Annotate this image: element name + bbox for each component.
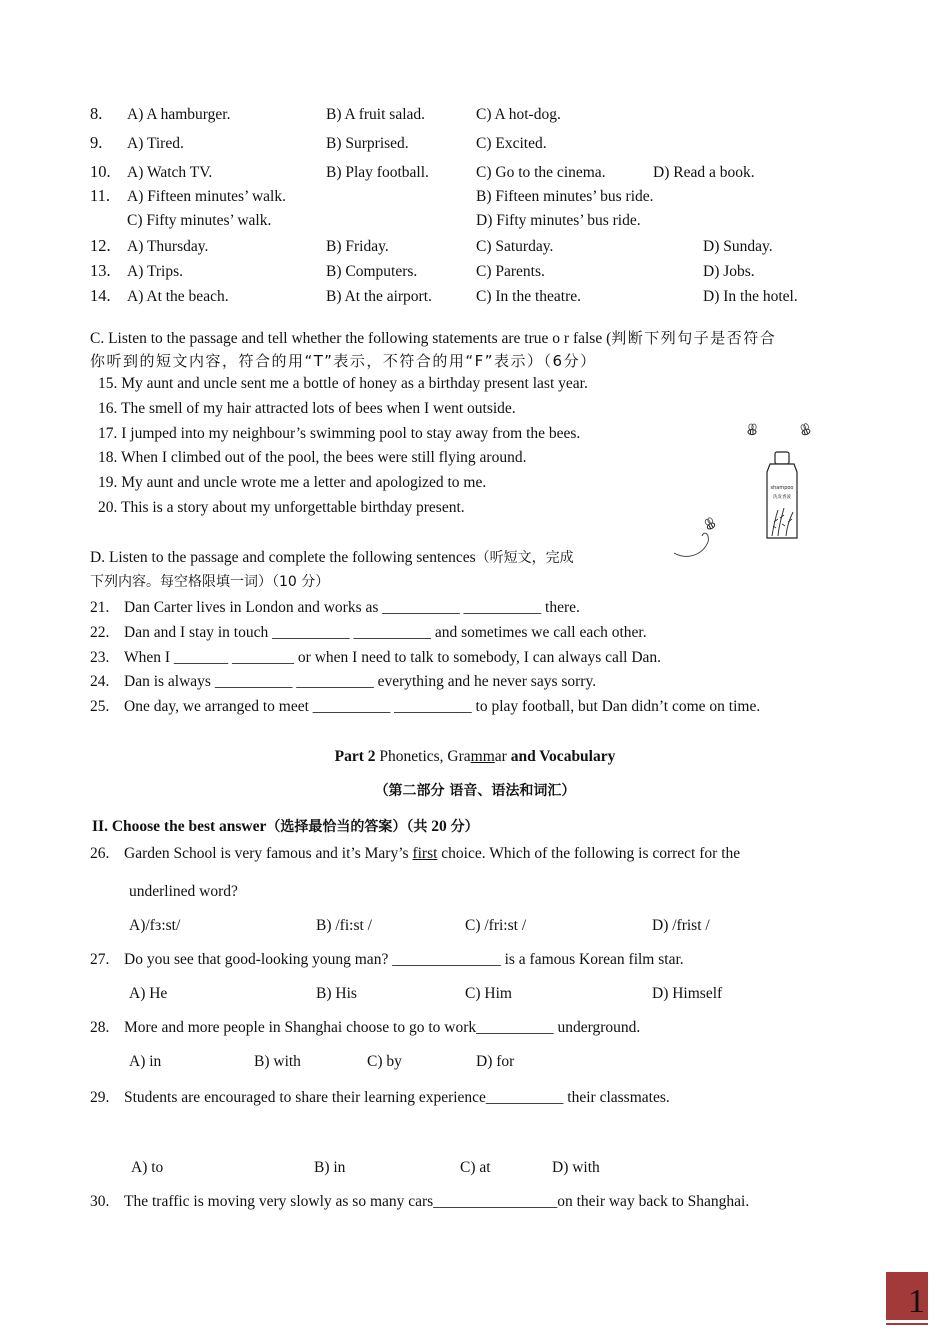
option-b: B) Fifteen minutes’ bus ride. <box>476 188 654 205</box>
question-text: Students are encouraged to share their learning experience__________ their classmates. <box>124 1089 670 1106</box>
option-a: A) in <box>129 1053 162 1070</box>
option-a: A) Trips. <box>127 263 183 280</box>
section-ii-heading-cn: （选择最恰当的答案）（共 <box>266 819 428 835</box>
page-number: 1 <box>908 1283 925 1320</box>
part2-title-bold: Part 2 <box>334 748 380 765</box>
option-c: C) A hot-dog. <box>476 106 561 123</box>
question-number: 27. <box>90 951 110 968</box>
bee-icon <box>748 424 756 435</box>
question-number: 29. <box>90 1089 110 1106</box>
fill-in-sentence: Dan and I stay in touch __________ __________ and sometimes we call each other. <box>124 624 647 641</box>
question-text: choice. Which of the following is correct for the <box>437 845 741 862</box>
question-number: 8. <box>90 104 103 123</box>
question-text: The traffic is moving very slowly as so many cars________________on their way back to Shanghai. <box>124 1193 750 1210</box>
option-c: C) Saturday. <box>476 238 554 255</box>
question-number: 25. <box>90 698 110 715</box>
statement: 18. When I climbed out of the pool, the bees were still flying around. <box>98 449 527 466</box>
part2-subtitle: （第二部分 语音、语法和词汇） <box>374 783 576 799</box>
option-b: B) At the airport. <box>326 288 432 305</box>
section-ii-heading <box>92 818 479 836</box>
shampoo-label-cn: 洗发香波 <box>773 495 791 500</box>
option-d: D) Read a book. <box>653 164 755 181</box>
option-c: C) In the theatre. <box>476 288 582 305</box>
section-c-intro-cn: 判断下列句子是否符合 <box>611 329 777 347</box>
option-a: A) Tired. <box>127 135 184 152</box>
question-number: 24. <box>90 673 110 690</box>
question-number: 26. <box>90 845 110 862</box>
question-text-line2: underlined word? <box>129 883 238 900</box>
option-a: A) Fifteen minutes’ walk. <box>127 188 286 205</box>
fill-in-sentence: When I _______ ________ or when I need to talk to somebody, I can always call Dan. <box>124 649 662 666</box>
question-text: Garden School is very famous and it’s Mary’s <box>124 845 413 862</box>
option-a: A) A hamburger. <box>127 106 231 123</box>
option-b: B) His <box>316 985 357 1002</box>
question-number: 28. <box>90 1019 110 1036</box>
section-ii-heading-end: 分） <box>450 819 479 835</box>
bee-icon <box>800 423 811 436</box>
option-b: B) A fruit salad. <box>326 106 426 123</box>
option-d: D) for <box>476 1053 515 1070</box>
option-a: A)/fɜ:st/ <box>129 917 181 934</box>
statement: 19. My aunt and uncle wrote me a letter and apologized to me. <box>98 474 487 491</box>
option-d: D) Jobs. <box>703 263 755 280</box>
statement: 17. I jumped into my neighbour’s swimming pool to stay away from the bees. <box>98 425 581 442</box>
section-d-intro <box>90 549 574 567</box>
option-d: D) /frist / <box>652 917 710 934</box>
statement: 15. My aunt and uncle sent me a bottle of honey as a birthday present last year. <box>98 375 588 392</box>
question-number: 30. <box>90 1193 110 1210</box>
section-c-intro <box>90 329 776 348</box>
question-number: 23. <box>90 649 110 666</box>
section-d-intro-en: D. Listen to the passage and complete the following sentences <box>90 549 476 566</box>
option-c: C) by <box>367 1053 402 1070</box>
option-a: A) to <box>131 1159 164 1176</box>
option-c: C) at <box>460 1159 491 1176</box>
option-b: B) with <box>254 1053 301 1070</box>
option-a: A) At the beach. <box>127 288 229 305</box>
underlined-word: first <box>412 845 438 862</box>
option-b: B) Computers. <box>326 263 418 280</box>
part2-title-text: Phonetics, Gra <box>379 748 471 765</box>
option-d: D) In the hotel. <box>703 288 798 305</box>
option-d: D) Himself <box>652 985 723 1002</box>
option-a: A) Thursday. <box>127 238 209 255</box>
bee-icon <box>704 517 716 530</box>
option-b: B) /fi:st / <box>316 917 372 934</box>
question-number: 13. <box>90 261 111 280</box>
question-number: 11. <box>90 186 111 205</box>
shampoo-bee-illustration <box>666 418 826 563</box>
section-ii-heading-score: 20 <box>427 818 451 835</box>
option-d: D) with <box>552 1159 600 1176</box>
question-text: Do you see that good-looking young man? ______________ is a famous Korean film star. <box>124 951 684 968</box>
question-number: 22. <box>90 624 110 641</box>
part2-title-underlined: mm <box>470 748 495 765</box>
question-number: 9. <box>90 133 103 152</box>
option-b: B) Play football. <box>326 164 429 181</box>
part2-title-text: ar <box>494 748 511 765</box>
statement: 16. The smell of my hair attracted lots of bees when I went outside. <box>98 400 516 417</box>
question-text: More and more people in Shanghai choose to go to work__________ underground. <box>124 1019 641 1036</box>
question-number: 10. <box>90 162 111 181</box>
statement: 20. This is a story about my unforgettable birthday present. <box>98 499 465 516</box>
question-number: 21. <box>90 599 110 616</box>
fill-in-sentence: Dan Carter lives in London and works as __________ __________ there. <box>124 599 580 616</box>
option-c: C) Him <box>465 985 512 1002</box>
fill-in-sentence: Dan is always __________ __________ everything and he never says sorry. <box>124 673 597 690</box>
section-c-intro-en: C. Listen to the passage and tell whether the following statements are true o r false ( <box>90 330 612 347</box>
section-ii-heading-en: II. Choose the best answer <box>92 818 267 835</box>
option-c: C) Parents. <box>476 263 545 280</box>
section-d-intro-cn: （听短文，完成 <box>475 550 574 566</box>
section-c-intro-cn-line2: 你听到的短文内容，符合的用“T”表示，不符合的用“F”表示）（6分） <box>90 352 597 370</box>
part2-title-bold: and Vocabulary <box>510 748 616 765</box>
option-a: A) He <box>129 985 168 1002</box>
question-number: 14. <box>90 286 111 305</box>
option-b: B) in <box>314 1159 346 1176</box>
question-stem <box>124 845 740 863</box>
option-d: D) Sunday. <box>703 238 773 255</box>
option-a: A) Watch TV. <box>127 164 213 181</box>
option-c: C) Fifty minutes’ walk. <box>127 212 272 229</box>
shampoo-label: shampoo <box>770 485 794 491</box>
section-d-intro-cn-line2: 下列内容。每空格限填一词）（10 分） <box>90 574 330 590</box>
option-d: D) Fifty minutes’ bus ride. <box>476 212 641 229</box>
option-c: C) /fri:st / <box>465 917 527 934</box>
question-number: 12. <box>90 236 111 255</box>
fill-in-sentence: One day, we arranged to meet __________ __________ to play football, but Dan didn’t come on time. <box>124 698 761 715</box>
option-b: B) Surprised. <box>326 135 409 152</box>
part2-title <box>0 748 950 766</box>
option-c: C) Go to the cinema. <box>476 164 606 181</box>
shampoo-bottle-icon <box>767 452 797 538</box>
option-b: B) Friday. <box>326 238 389 255</box>
option-c: C) Excited. <box>476 135 547 152</box>
